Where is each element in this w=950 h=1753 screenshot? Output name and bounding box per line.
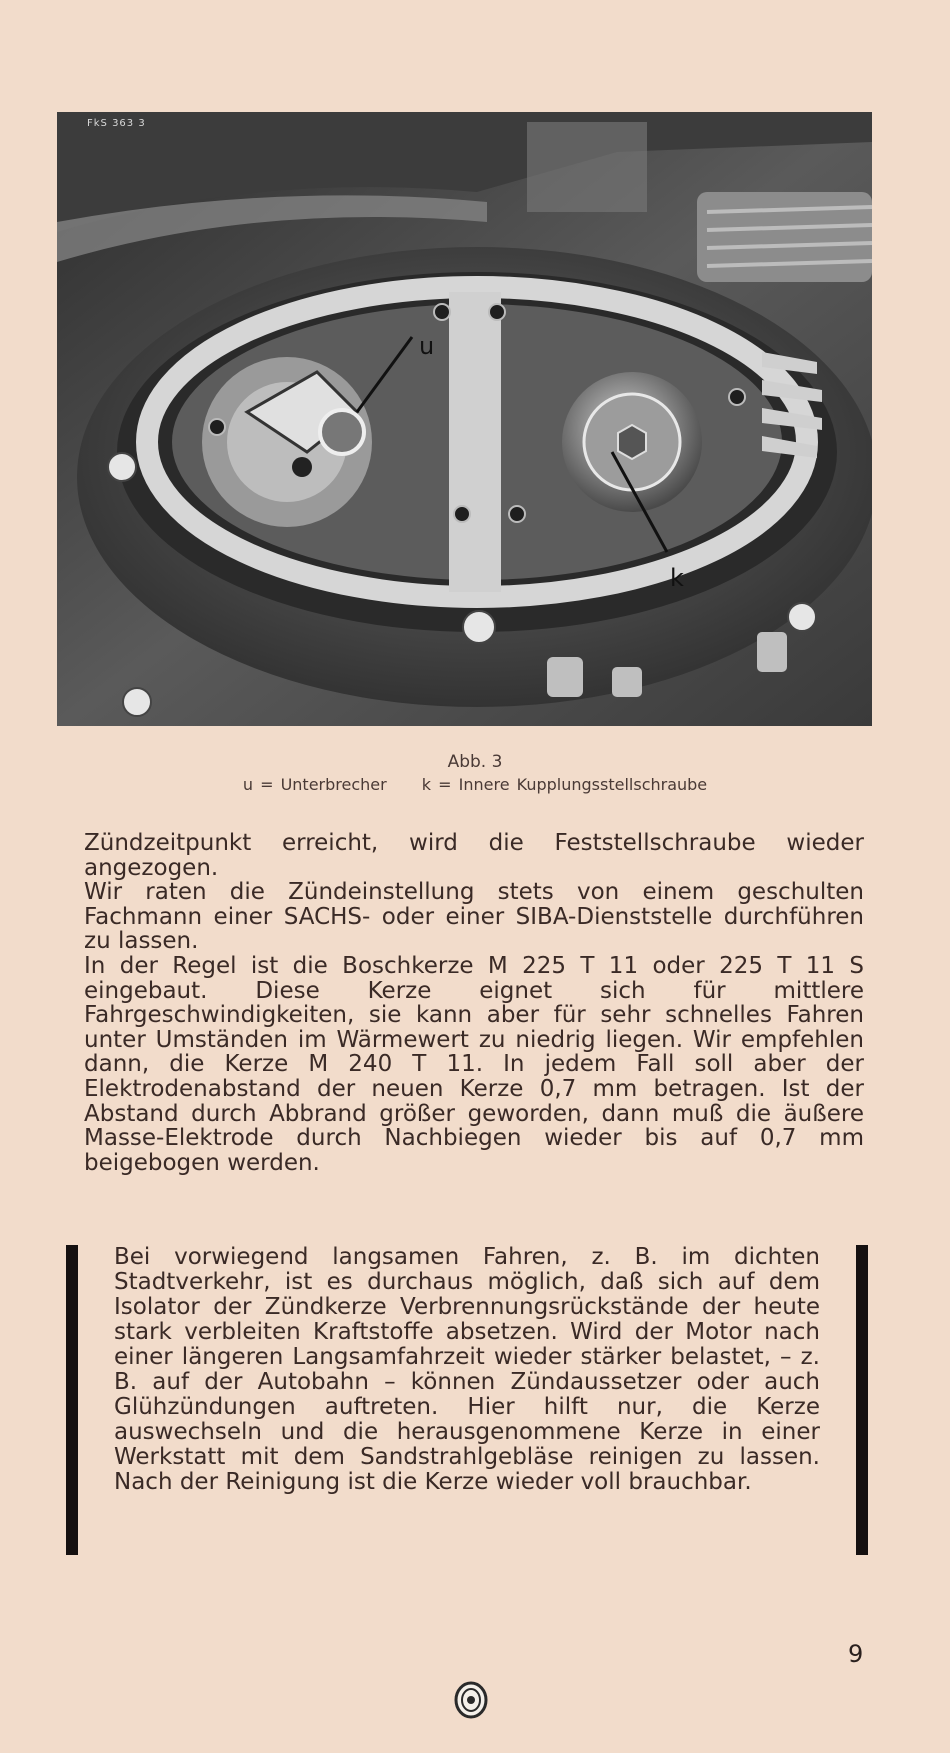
legend-u: u = Unterbrecher (242, 775, 387, 794)
highlight-text: Bei vorwiegend langsamen Fahren, z. B. im dichten Stadtverkehr, ist es durchaus möglich, daß sich auf dem Isolator der Zündkerze Verbrennungsrückstände der heute stark verbleiten Kraftstoffe absetzen. Wird der Motor nach einer längeren Langsamfahrzeit wieder stärker belastet, – z. B. auf der Autobahn – können Zündaussetzer oder auch Glühzündungen auftreten. Hier hilft nur, die Kerze auswechseln und die herausgenommene Kerze in einer Werkstatt mit dem Sandstrahlgebläse reinigen zu lassen. Nach der Reinigung ist die Kerze wieder voll brauchbar. (114, 1244, 820, 1495)
paragraph: In der Regel ist die Boschkerze M 225 T 11 oder 225 T 11 S eingebaut. Diese Kerze eignet sich für mittlere Fahrgeschwindigkeiten, sie kann aber für sehr schnelles Fahren unter Umständen im Wärmewert zu niedrig liegen. Wir empfehlen dann, die Kerze M 240 T 11. In jedem Fall soll aber der Elektrodenabstand der neuen Kerze 0,7 mm betragen. Ist der Abstand durch Abbrand größer geworden, dann muß die äußere Masse-Elektrode durch Nachbiegen wieder bis auf 0,7 mm beigebogen werden. (84, 952, 864, 1176)
figure-caption-title: Abb. 3 (447, 752, 503, 772)
label-u: u (419, 332, 435, 360)
figure-code: FkS 363 3 (87, 118, 146, 129)
label-k: k (670, 564, 684, 592)
margin-bar-right (856, 1245, 868, 1555)
engine-photo-drawing (57, 112, 872, 726)
paragraph: Zündzeitpunkt erreicht, wird die Feststellschraube wieder angezogen. (84, 830, 864, 881)
highlight-box (66, 1245, 868, 1555)
paragraph: Wir raten die Zündeinstellung stets von einem geschulten Fachmann einer SACHS- oder einer SIBA-Dienststelle durchführen zu lassen. (84, 879, 864, 955)
margin-bar-left (66, 1245, 78, 1555)
page-number: 9 (848, 1640, 864, 1668)
publisher-logo-icon (453, 1680, 489, 1720)
figure-legend (0, 775, 950, 794)
body-text (84, 831, 864, 1175)
legend-k: k = Innere Kupplungsstellschraube (421, 775, 708, 794)
engine-photo (57, 112, 872, 726)
